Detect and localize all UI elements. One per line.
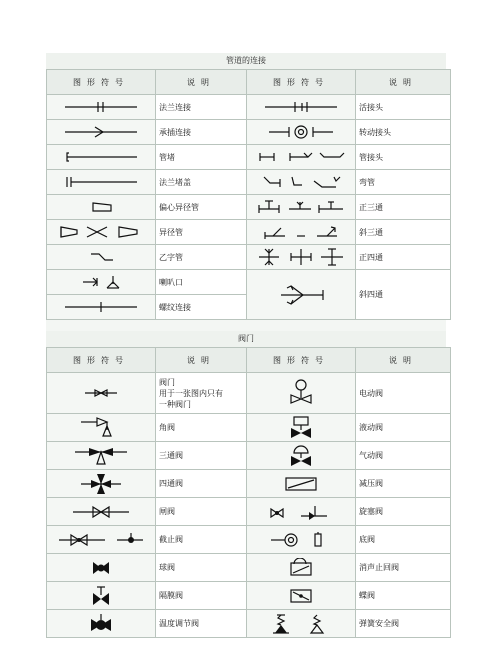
valve-desc-left: 温度调节阀 [156,610,247,638]
flange-connection-symbol [47,95,156,120]
hydraulic-valve-symbol [247,414,356,442]
valve-desc-right: 旋塞阀 [356,498,451,526]
header-symbol: 图形符号 [47,70,156,95]
butterfly-valve-symbol [247,582,356,610]
pipe-desc-left: 乙字管 [156,245,247,270]
pipe-section-title: 管道的连接 [46,53,446,69]
valve-desc-left: 三通阀 [156,442,247,470]
swivel-joint-symbol [247,120,356,145]
valve-desc-right: 减压阀 [356,470,451,498]
header-desc: 说明 [356,348,451,373]
silent-check-valve-symbol [247,554,356,582]
valve-section-title: 阀门 [46,331,446,347]
valve-desc-left: 角阀 [156,414,247,442]
gate-valve-symbol [47,498,156,526]
pipe-desc-left: 异径管 [156,220,247,245]
electric-valve-symbol [247,373,356,414]
valve-desc-right: 气动阀 [356,442,451,470]
globe-valve-symbol [47,526,156,554]
generic-valve-symbol [47,373,156,414]
valve-desc-right: 消声止回阀 [356,554,451,582]
pipe-desc-right: 斜四通 [356,270,451,320]
spring-safety-valve-symbol [247,610,356,638]
pneumatic-valve-symbol [247,442,356,470]
bellmouth-symbol [47,270,156,295]
oblique-cross-symbol [247,270,356,320]
plug-valve-symbol [247,498,356,526]
valve-desc-right: 液动阀 [356,414,451,442]
header-desc: 说明 [156,348,247,373]
valve-desc-left: 阀门 用于一张图内只有 一种阀门 [156,373,247,414]
ball-valve-symbol [47,554,156,582]
pipe-desc-right: 活接头 [356,95,451,120]
pipe-desc-left: 承插连接 [156,120,247,145]
valve-desc-left: 四通阀 [156,470,247,498]
pipe-desc-right: 正四通 [356,245,451,270]
reducer-symbol [47,220,156,245]
header-desc: 说明 [356,70,451,95]
pipe-plug-symbol [47,145,156,170]
pipe-desc-left: 喇叭口 [156,270,247,295]
valve-desc-left: 闸阀 [156,498,247,526]
pipe-desc-left: 法兰堵盖 [156,170,247,195]
header-symbol: 图形符号 [247,348,356,373]
cross-symbol [247,245,356,270]
valve-desc-right: 电动阀 [356,373,451,414]
three-way-valve-symbol [47,442,156,470]
pipe-desc-left: 偏心异径管 [156,195,247,220]
socket-connection-symbol [47,120,156,145]
pipe-desc-right: 斜三通 [356,220,451,245]
header-symbol: 图形符号 [47,348,156,373]
symbol-sheet [46,53,446,638]
header-symbol: 图形符号 [247,70,356,95]
union-symbol [247,95,356,120]
pipe-desc-right: 弯管 [356,170,451,195]
eccentric-reducer-symbol [47,195,156,220]
pressure-reducing-valve-symbol [247,470,356,498]
pipe-desc-right: 转动接头 [356,120,451,145]
pipe-coupling-symbol [247,145,356,170]
valve-desc-right: 弹簧安全阀 [356,610,451,638]
valve-desc-left: 隔膜阀 [156,582,247,610]
offset-pipe-symbol [47,245,156,270]
elbow-symbol [247,170,356,195]
pipe-desc-left: 螺纹连接 [156,295,247,320]
valve-desc-left: 截止阀 [156,526,247,554]
temperature-control-valve-symbol [47,610,156,638]
valve-desc-left: 球阀 [156,554,247,582]
angle-valve-symbol [47,414,156,442]
pipe-desc-right: 正三通 [356,195,451,220]
pipe-desc-left: 管堵 [156,145,247,170]
pipe-desc-right: 管接头 [356,145,451,170]
valve-table [46,347,451,638]
header-desc: 说明 [156,70,247,95]
oblique-tee-symbol [247,220,356,245]
pipe-desc-left: 法兰连接 [156,95,247,120]
pipe-connection-table [46,69,451,320]
valve-desc-right: 底阀 [356,526,451,554]
four-way-valve-symbol [47,470,156,498]
diaphragm-valve-symbol [47,582,156,610]
threaded-connection-symbol [47,295,156,320]
valve-desc-right: 蝶阀 [356,582,451,610]
foot-valve-symbol [247,526,356,554]
tee-symbol [247,195,356,220]
flange-blind-symbol [47,170,156,195]
